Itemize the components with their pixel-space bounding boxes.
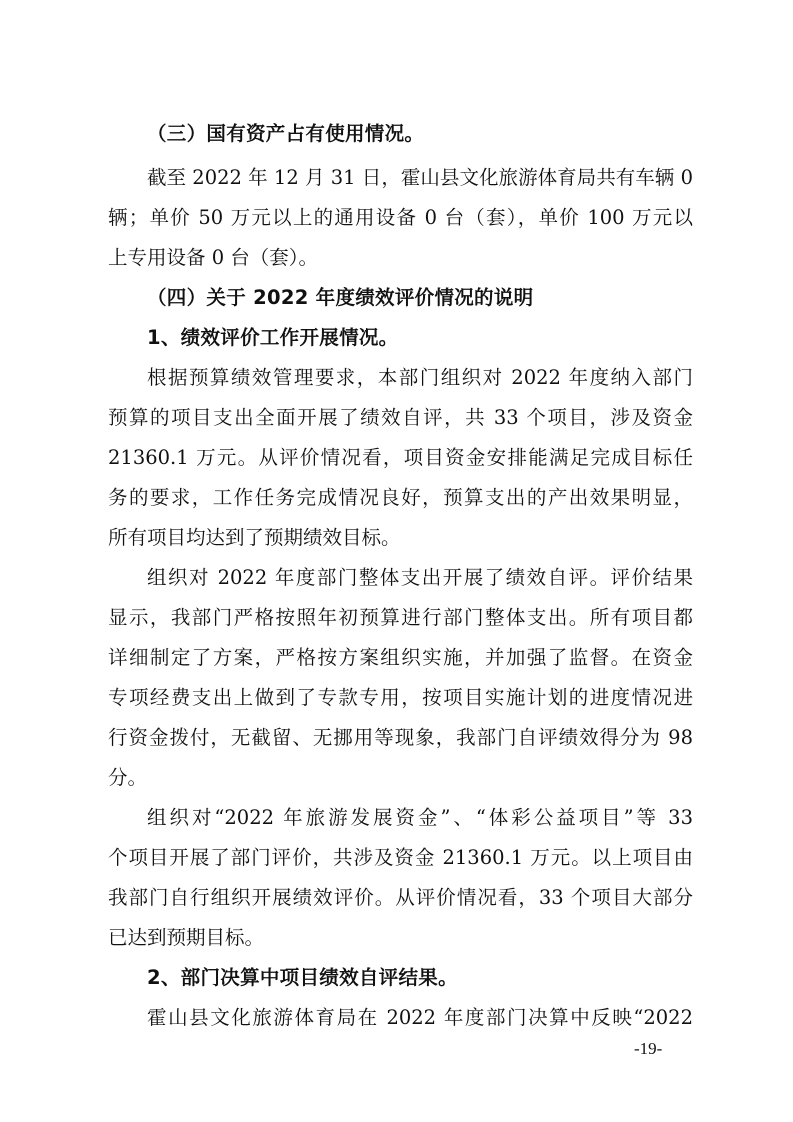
paragraph-line: 根据预算绩效管理要求，本部门组织对 2022 年度纳入部门 — [147, 366, 693, 389]
paragraph-line: 分。 — [108, 766, 148, 789]
paragraph-line: 个项目开展了部门评价，共涉及资金 21360.1 万元。以上项目由 — [108, 846, 693, 869]
paragraph-line: 霍山县文化旅游体育局在 2022 年度部门决算中反映“2022 — [147, 1006, 693, 1029]
section-heading-3: （三）国有资产占有使用情况。 — [147, 122, 425, 145]
subsection-heading-2: 2、部门决算中项目绩效自评结果。 — [147, 966, 458, 989]
paragraph-line: 组织对 2022 年度部门整体支出开展了绩效自评。评价结果 — [147, 566, 693, 589]
paragraph-line: 已达到预期目标。 — [108, 926, 265, 949]
paragraph-line: 组织对“2022 年旅游发展资金”、“体彩公益项目”等 33 — [147, 806, 693, 829]
paragraph-line: 我部门自行组织开展绩效评价。从评价情况看，33 个项目大部分 — [108, 886, 693, 909]
subsection-heading-1: 1、绩效评价工作开展情况。 — [147, 326, 399, 349]
paragraph-line: 上专用设备 0 台（套）。 — [108, 246, 319, 269]
paragraph-line: 预算的项目支出全面开展了绩效自评，共 33 个项目，涉及资金 — [108, 406, 693, 429]
paragraph-line: 截至 2022 年 12 月 31 日，霍山县文化旅游体育局共有车辆 0 — [147, 166, 693, 189]
paragraph-line: 务的要求，工作任务完成情况良好，预算支出的产出效果明显， — [108, 486, 693, 509]
paragraph-line: 详细制定了方案，严格按方案组织实施，并加强了监督。在资金 — [108, 646, 693, 669]
paragraph-line: 显示，我部门严格按照年初预算进行部门整体支出。所有项目都 — [108, 606, 693, 629]
paragraph-line: 专项经费支出上做到了专款专用，按项目实施计划的进度情况进 — [108, 686, 693, 709]
page-number: -19- — [634, 1039, 663, 1058]
paragraph-line: 21360.1 万元。从评价情况看，项目资金安排能满足完成目标任 — [108, 446, 693, 469]
section-heading-4: （四）关于 2022 年度绩效评价情况的说明 — [147, 286, 534, 309]
paragraph-line: 行资金拨付，无截留、无挪用等现象，我部门自评绩效得分为 98 — [108, 726, 693, 749]
paragraph-line: 所有项目均达到了预期绩效目标。 — [108, 526, 401, 549]
paragraph-line: 辆；单价 50 万元以上的通用设备 0 台（套），单价 100 万元以 — [108, 206, 693, 229]
